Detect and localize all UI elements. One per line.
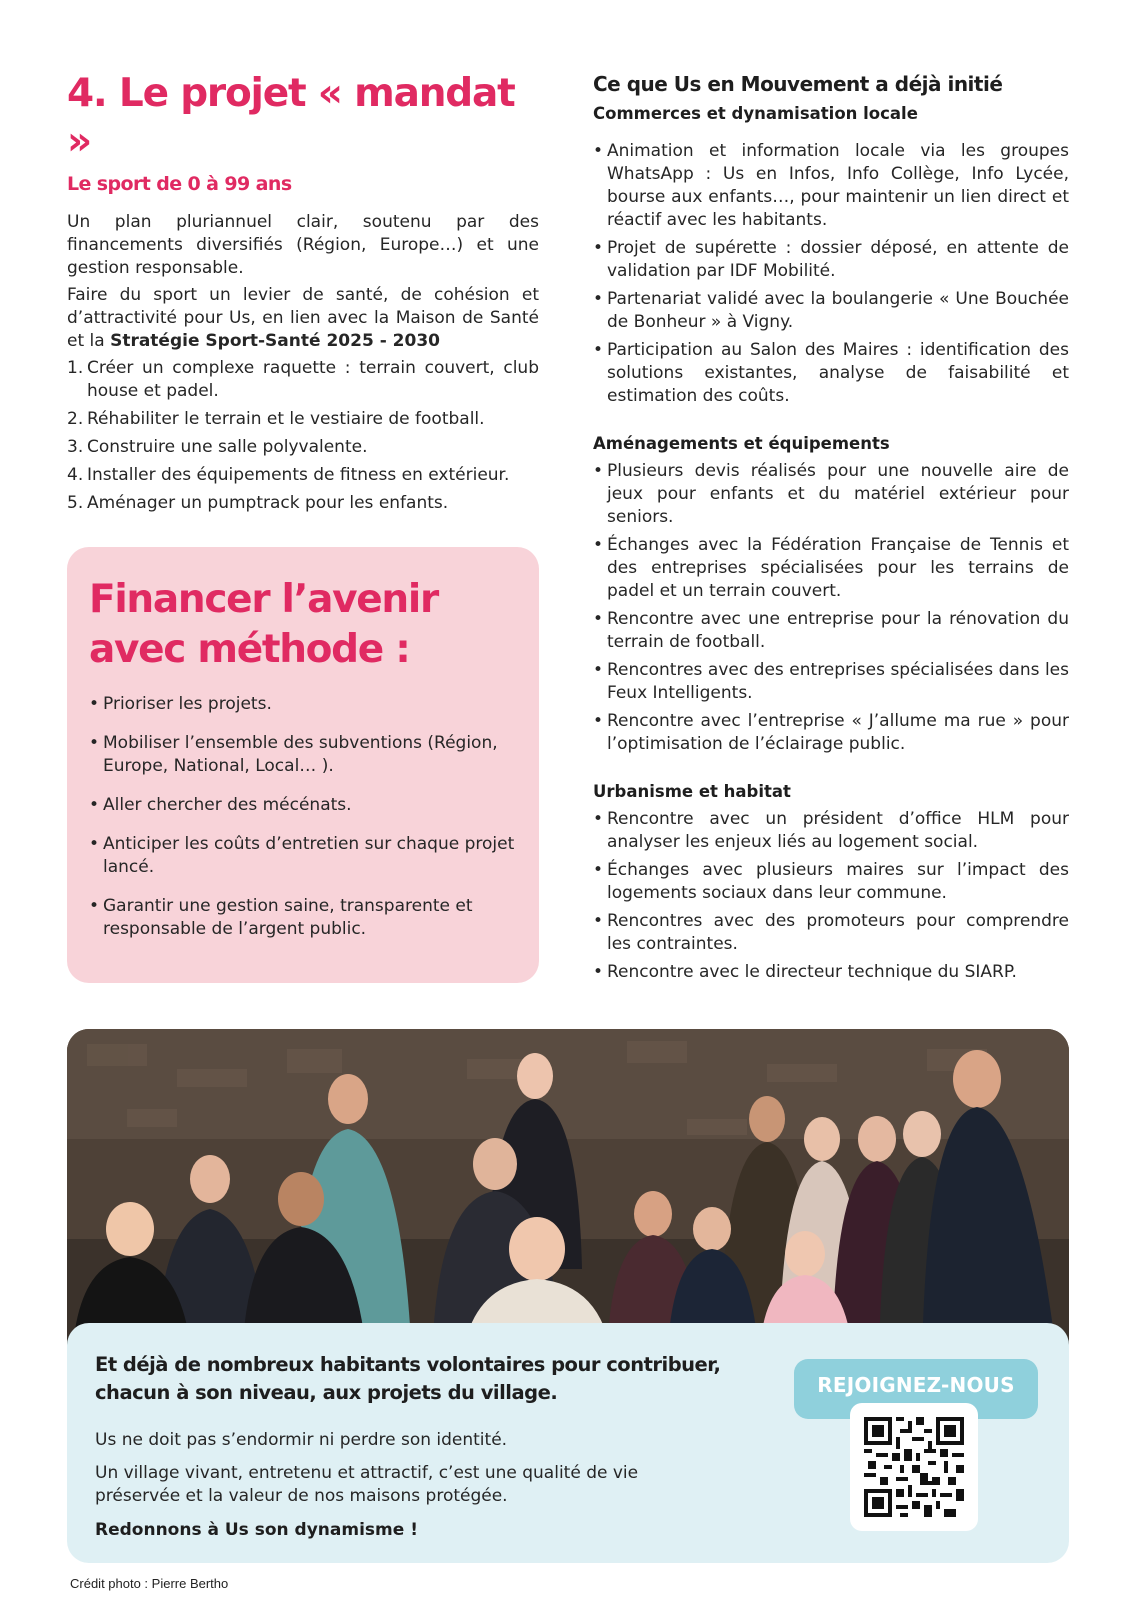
- join-us-button[interactable]: REJOIGNEZ-NOUS: [794, 1359, 1038, 1419]
- equipment-list: [593, 460, 1069, 756]
- list-text: Réhabiliter le terrain et le vestiaire de football.: [87, 409, 485, 429]
- list-item: [89, 794, 517, 817]
- call-to-action-box: [67, 1323, 1069, 1563]
- list-item: [593, 961, 1069, 984]
- section-heading-commerce: Commerces et dynamisation locale: [593, 104, 918, 123]
- qr-code[interactable]: [850, 1403, 978, 1531]
- list-text: Échanges avec plusieurs maires sur l’impact des logements sociaux dans leur commune.: [607, 860, 1069, 903]
- health-paragraph-text: Faire du sport un levier de santé, de cohésion et d’attractivité pour Us, en lien avec la Maison de Santé et la: [67, 285, 539, 351]
- list-number: 2.: [67, 409, 84, 429]
- health-paragraph: [67, 284, 539, 353]
- bullet-icon: •: [593, 962, 604, 982]
- list-text: Rencontre avec un président d’office HLM pour analyser les enjeux liés au logement social.: [607, 809, 1069, 852]
- list-item: [67, 492, 539, 515]
- list-item: [593, 140, 1069, 232]
- right-column: [593, 70, 1069, 989]
- identity-paragraph: Us ne doit pas s’endormir ni perdre son identité.: [95, 1430, 508, 1450]
- list-number: 3.: [67, 437, 84, 457]
- list-item: [593, 710, 1069, 756]
- list-text: Garantir une gestion saine, transparente et responsable de l’argent public.: [103, 896, 473, 939]
- list-text: Prioriser les projets.: [103, 694, 272, 714]
- section-heading-equipment: Aménagements et équipements: [593, 434, 890, 453]
- list-text: Aménager un pumptrack pour les enfants.: [87, 493, 449, 513]
- intro-paragraph: Un plan pluriannuel clair, soutenu par des financements diversifiés (Région, Europe…) et une gestion responsable.: [67, 212, 539, 278]
- group-photo-illustration: [67, 1029, 1069, 1359]
- list-text: Plusieurs devis réalisés pour une nouvelle aire de jeux pour enfants et du matériel extérieur pour seniors.: [607, 461, 1069, 527]
- list-item: [89, 833, 517, 879]
- list-item: [593, 534, 1069, 603]
- bullet-icon: •: [89, 694, 100, 714]
- strategy-name: Stratégie Sport-Santé 2025 - 2030: [110, 331, 440, 351]
- list-text: Rencontre avec l’entreprise « J’allume ma rue » pour l’optimisation de l’éclairage public.: [607, 711, 1069, 754]
- bullet-icon: •: [593, 809, 604, 829]
- list-number: 5.: [67, 493, 84, 513]
- list-text: Installer des équipements de fitness en extérieur.: [87, 465, 510, 485]
- bullet-icon: •: [593, 141, 604, 161]
- list-text: Rencontre avec le directeur technique du SIARP.: [607, 962, 1017, 982]
- bullet-icon: •: [593, 238, 604, 258]
- bullet-icon: •: [89, 896, 100, 916]
- project-list: [67, 357, 539, 515]
- finance-box: [67, 547, 539, 983]
- page-subtitle: Le sport de 0 à 99 ans: [67, 173, 292, 195]
- list-text: Projet de supérette : dossier déposé, en attente de validation par IDF Mobilité.: [607, 238, 1069, 281]
- list-item: [593, 659, 1069, 705]
- finance-heading-line1: Financer l’avenir: [89, 577, 438, 622]
- bullet-icon: •: [89, 834, 100, 854]
- list-text: Rencontre avec une entreprise pour la rénovation du terrain de football.: [607, 609, 1069, 652]
- commerce-list: [593, 140, 1069, 408]
- bullet-icon: •: [593, 711, 604, 731]
- bullet-icon: •: [593, 911, 604, 931]
- list-item: [593, 288, 1069, 334]
- list-item: [593, 608, 1069, 654]
- closing-line: Redonnons à Us son dynamisme !: [95, 1520, 418, 1540]
- list-text: Participation au Salon des Maires : identification des solutions existantes, analyse de faisabilité et estimation des coûts.: [607, 340, 1069, 406]
- village-paragraph: Un village vivant, entretenu et attractif, c’est une qualité de vie préservée et la valeur de nos maisons protégée.: [95, 1463, 639, 1506]
- list-text: Créer un complexe raquette : terrain couvert, club house et padel.: [87, 358, 539, 401]
- finance-list: [89, 693, 517, 941]
- list-text: Aller chercher des mécénats.: [103, 795, 352, 815]
- bullet-icon: •: [593, 461, 604, 481]
- list-item: [593, 460, 1069, 529]
- left-column: [67, 70, 539, 520]
- list-number: 4.: [67, 465, 84, 485]
- section-heading-urbanism: Urbanisme et habitat: [593, 782, 791, 801]
- list-text: Rencontres avec des promoteurs pour comprendre les contraintes.: [607, 911, 1069, 954]
- list-text: Animation et information locale via les groupes WhatsApp : Us en Infos, Info Collège, Info Lycée, bourse aux enfants…, pour maintenir un lien direct et réactif avec les habitants.: [607, 141, 1069, 230]
- list-text: Anticiper les coûts d’entretien sur chaque projet lancé.: [103, 834, 515, 877]
- list-item: [67, 408, 539, 431]
- initiatives-title: Ce que Us en Mouvement a déjà initié: [593, 72, 1003, 96]
- volunteers-heading: Et déjà de nombreux habitants volontaires pour contribuer, chacun à son niveau, aux projets du village.: [95, 1353, 721, 1404]
- bullet-icon: •: [593, 535, 604, 555]
- list-item: [593, 237, 1069, 283]
- bullet-icon: •: [89, 795, 100, 815]
- group-photo: [67, 1029, 1069, 1359]
- list-item: [593, 859, 1069, 905]
- list-item: [89, 693, 517, 716]
- list-item: [593, 910, 1069, 956]
- urbanism-list: [593, 808, 1069, 984]
- list-text: Mobiliser l’ensemble des subventions (Région, Europe, National, Local… ).: [103, 733, 498, 776]
- list-item: [89, 732, 517, 778]
- finance-heading-line2: avec méthode :: [89, 627, 410, 672]
- list-item: [593, 808, 1069, 854]
- finance-heading: [89, 575, 517, 675]
- list-item: [89, 895, 517, 941]
- bullet-icon: •: [593, 860, 604, 880]
- list-text: Construire une salle polyvalente.: [87, 437, 368, 457]
- list-item: [67, 464, 539, 487]
- list-item: [593, 339, 1069, 408]
- list-number: 1.: [67, 358, 84, 378]
- bullet-icon: •: [89, 733, 100, 753]
- photo-credit: Crédit photo : Pierre Bertho: [70, 1576, 229, 1591]
- list-item: [67, 436, 539, 459]
- list-text: Échanges avec la Fédération Française de Tennis et des entreprises spécialisées pour les terrains de padel et un terrain couvert.: [607, 535, 1069, 601]
- qr-code-icon: [864, 1417, 964, 1517]
- list-item: [67, 357, 539, 403]
- bullet-icon: •: [593, 609, 604, 629]
- list-text: Partenariat validé avec la boulangerie « Une Bouchée de Bonheur » à Vigny.: [607, 289, 1069, 332]
- bullet-icon: •: [593, 289, 604, 309]
- bullet-icon: •: [593, 660, 604, 680]
- list-text: Rencontres avec des entreprises spécialisées dans les Feux Intelligents.: [607, 660, 1069, 703]
- page-title: 4. Le projet « mandat »: [67, 71, 515, 164]
- bullet-icon: •: [593, 340, 604, 360]
